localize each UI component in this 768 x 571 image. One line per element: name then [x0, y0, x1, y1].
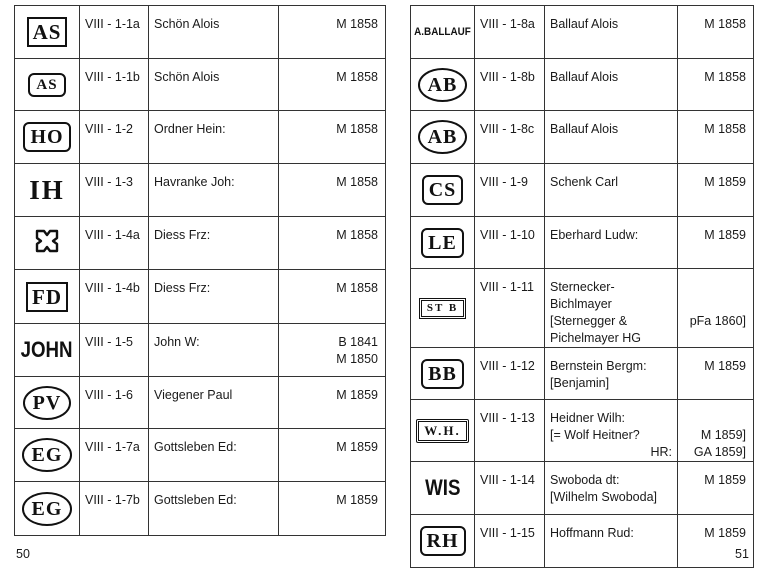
mark-date-line: M 1858	[336, 122, 378, 136]
maker-mark-stamp: CS	[422, 175, 464, 205]
maker-mark-stamp: AS	[27, 17, 68, 47]
mark-date-line: M 1859	[704, 359, 746, 373]
mark-date-line	[683, 279, 746, 296]
maker-name-line: [Sternegger &	[550, 314, 628, 328]
catalog-code: VIII - 1-1a	[80, 6, 149, 59]
maker-name-line: Schön Alois	[154, 70, 220, 84]
catalog-code: VIII - 1-4a	[80, 217, 149, 270]
mark-row	[15, 111, 386, 164]
mark-date-line: pFa 1860]	[689, 314, 746, 328]
mark-date-line: M 1859	[704, 228, 746, 242]
catalog-code: VIII - 1-5	[80, 324, 149, 377]
mark-cell	[411, 400, 475, 462]
maker-mark-stamp: AB	[418, 68, 468, 102]
mark-row	[411, 164, 754, 217]
mark-row	[411, 462, 754, 515]
maker-mark-stamp: EG	[22, 492, 73, 526]
page-number-left: 50	[16, 547, 30, 561]
maker-name	[149, 59, 279, 111]
maker-name-line: Diess Frz:	[154, 228, 211, 242]
maker-name-line: Heidner Wilh:	[550, 411, 626, 425]
catalog-code: VIII - 1-12	[475, 348, 545, 400]
catalog-code: VIII - 1-13	[475, 400, 545, 462]
maker-name-line: Eberhard Ludw:	[550, 228, 639, 242]
mark-row	[411, 111, 754, 164]
mark-date-line: M 1858	[336, 281, 378, 295]
maker-name-line: Hoffmann Rud:	[550, 526, 634, 540]
mark-row	[15, 482, 386, 536]
mark-date	[279, 6, 386, 59]
catalog-code: VIII - 1-7b	[80, 482, 149, 536]
mark-date	[279, 217, 386, 270]
mark-row	[411, 348, 754, 400]
maker-name-line: Sternecker-Bichlmayer	[550, 280, 615, 311]
maker-name-line: Ballauf Alois	[550, 122, 619, 136]
catalog-code: VIII - 1-6	[80, 377, 149, 429]
mark-cell	[411, 269, 475, 348]
catalog-code: VIII - 1-14	[475, 462, 545, 515]
mark-cell	[15, 6, 80, 59]
mark-date	[279, 324, 386, 377]
maker-name-line: Swoboda dt:	[550, 473, 620, 487]
mark-cell	[15, 482, 80, 536]
mark-cell	[411, 164, 475, 217]
mark-date-line: M 1859	[704, 526, 746, 540]
maker-name-line: Diess Frz:	[154, 281, 211, 295]
right-marks-table	[410, 5, 754, 568]
mark-row	[15, 217, 386, 270]
mark-date	[279, 270, 386, 324]
mark-date-line: M 1859	[704, 473, 746, 487]
left-page-table-container	[14, 5, 386, 536]
maker-name	[149, 6, 279, 59]
catalog-code: VIII - 1-2	[80, 111, 149, 164]
maker-name	[149, 217, 279, 270]
maker-name	[149, 377, 279, 429]
maker-name-line: John W:	[154, 335, 200, 349]
maker-name-line: Pichelmayer HG	[550, 331, 641, 345]
maker-name	[545, 400, 678, 462]
maker-name	[149, 429, 279, 482]
maker-name	[545, 59, 678, 111]
right-marks-table-body	[411, 6, 754, 568]
maker-mark-stamp: JOHN	[21, 337, 73, 362]
mark-cell	[15, 59, 80, 111]
maker-mark-stamp: BB	[421, 359, 464, 389]
maker-name	[545, 111, 678, 164]
mark-date	[678, 462, 754, 515]
mark-date	[678, 111, 754, 164]
mark-cell	[15, 324, 80, 377]
mark-cell	[15, 270, 80, 324]
maker-name	[149, 324, 279, 377]
mark-date-line: M 1859	[704, 175, 746, 189]
maker-name	[545, 515, 678, 568]
catalog-code: VIII - 1-9	[475, 164, 545, 217]
mark-date-line	[683, 410, 746, 427]
maker-name	[149, 270, 279, 324]
mark-date	[279, 377, 386, 429]
mark-date-line: M 1858	[336, 228, 378, 242]
mark-row	[411, 59, 754, 111]
mark-date-line: M 1858	[704, 17, 746, 31]
maker-name	[545, 217, 678, 269]
mark-date	[279, 429, 386, 482]
mark-row	[15, 377, 386, 429]
mark-cell	[411, 111, 475, 164]
mark-row	[411, 217, 754, 269]
mark-cell	[411, 6, 475, 59]
catalog-code: VIII - 1-3	[80, 164, 149, 217]
mark-date-line: M 1859	[336, 493, 378, 507]
mark-date	[678, 164, 754, 217]
mark-date-line: B 1841	[338, 335, 378, 349]
mark-date	[678, 269, 754, 348]
maker-name	[149, 164, 279, 217]
mark-date-line: M 1858	[336, 175, 378, 189]
maker-name	[545, 6, 678, 59]
mark-date-line: M 1858	[336, 70, 378, 84]
mark-date	[678, 217, 754, 269]
maker-name-line: HR:	[650, 445, 672, 459]
mark-date	[279, 164, 386, 217]
mark-date	[279, 482, 386, 536]
right-page-table-container	[410, 5, 754, 568]
catalog-code: VIII - 1-10	[475, 217, 545, 269]
catalog-code: VIII - 1-8a	[475, 6, 545, 59]
mark-row	[15, 324, 386, 377]
mark-date	[279, 111, 386, 164]
maker-mark-stamp: W.H.	[416, 419, 468, 443]
maker-name	[545, 462, 678, 515]
mark-date	[678, 400, 754, 462]
mark-row	[15, 270, 386, 324]
catalog-code: VIII - 1-7a	[80, 429, 149, 482]
maker-name-line: [= Wolf Heitner?	[550, 428, 640, 442]
maker-mark-stamp: PV	[23, 386, 72, 420]
maker-name-line: Bernstein Bergm:	[550, 359, 647, 373]
maker-mark-stamp: RH	[420, 526, 466, 556]
catalog-code: VIII - 1-11	[475, 269, 545, 348]
mark-date-line: M 1850	[336, 352, 378, 366]
mark-cell	[411, 348, 475, 400]
maker-name-line: [Wilhelm Swoboda]	[550, 490, 657, 504]
maker-mark-stamp: WIS	[424, 475, 461, 500]
mark-row	[411, 269, 754, 348]
mark-row	[15, 164, 386, 217]
maker-mark-stamp: AB	[418, 120, 468, 154]
mark-row	[411, 6, 754, 59]
mark-row	[15, 429, 386, 482]
mark-row	[411, 400, 754, 462]
mark-cell	[411, 217, 475, 269]
mark-cell	[15, 217, 80, 270]
maker-name-line: Viegener Paul	[154, 388, 233, 402]
mark-date-line: M 1858	[704, 122, 746, 136]
maker-name	[545, 164, 678, 217]
maker-name	[149, 482, 279, 536]
mark-date-line	[683, 296, 746, 313]
mark-cell	[411, 462, 475, 515]
maker-mark-stamp: LE	[421, 228, 464, 258]
left-marks-table	[14, 5, 386, 536]
maker-name	[545, 348, 678, 400]
mark-cell	[411, 59, 475, 111]
mark-date	[678, 348, 754, 400]
mark-row	[411, 515, 754, 568]
maker-name	[149, 111, 279, 164]
maker-name-line: Schenk Carl	[550, 175, 619, 189]
catalog-code: VIII - 1-1b	[80, 59, 149, 111]
mark-row	[15, 59, 386, 111]
mark-cell	[15, 429, 80, 482]
page-number-right: 51	[735, 547, 749, 561]
maker-mark-stamp: FD	[26, 282, 68, 312]
maker-name-line: Ballauf Alois	[550, 17, 619, 31]
left-marks-table-body	[15, 6, 386, 536]
mark-date-line: M 1859	[336, 440, 378, 454]
catalog-code: VIII - 1-15	[475, 515, 545, 568]
mark-date	[678, 59, 754, 111]
mark-row	[15, 6, 386, 59]
mark-cell	[411, 515, 475, 568]
maker-name-line: Gottsleben Ed:	[154, 493, 237, 507]
mark-date-line: M 1858	[704, 70, 746, 84]
maker-name-line: Schön Alois	[154, 17, 220, 31]
mark-date-line: M 1859	[336, 388, 378, 402]
maker-mark-stamp: ST B	[419, 298, 466, 319]
catalog-code: VIII - 1-4b	[80, 270, 149, 324]
maker-name-line: Ordner Hein:	[154, 122, 226, 136]
catalog-code: VIII - 1-8b	[475, 59, 545, 111]
maker-name	[545, 269, 678, 348]
mark-date	[279, 59, 386, 111]
cross-mark-icon	[34, 243, 60, 257]
maker-name-line: [Benjamin]	[550, 376, 610, 390]
catalog-code: VIII - 1-8c	[475, 111, 545, 164]
maker-mark-stamp: IH	[29, 175, 65, 205]
mark-cell	[15, 377, 80, 429]
maker-name-line: Gottsleben Ed:	[154, 440, 237, 454]
maker-name-line: Havranke Joh:	[154, 175, 235, 189]
maker-mark-stamp: A.BALLAUF	[414, 26, 471, 38]
mark-date-line: M 1859]	[700, 428, 746, 442]
maker-mark-stamp: HO	[23, 122, 70, 152]
mark-date-line: M 1858	[336, 17, 378, 31]
mark-date	[678, 6, 754, 59]
mark-cell	[15, 111, 80, 164]
mark-date-line: GA 1859]	[693, 445, 746, 459]
maker-mark-stamp: AS	[28, 73, 65, 97]
maker-name-line: Ballauf Alois	[550, 70, 619, 84]
maker-mark-stamp: EG	[22, 438, 73, 472]
mark-cell	[15, 164, 80, 217]
